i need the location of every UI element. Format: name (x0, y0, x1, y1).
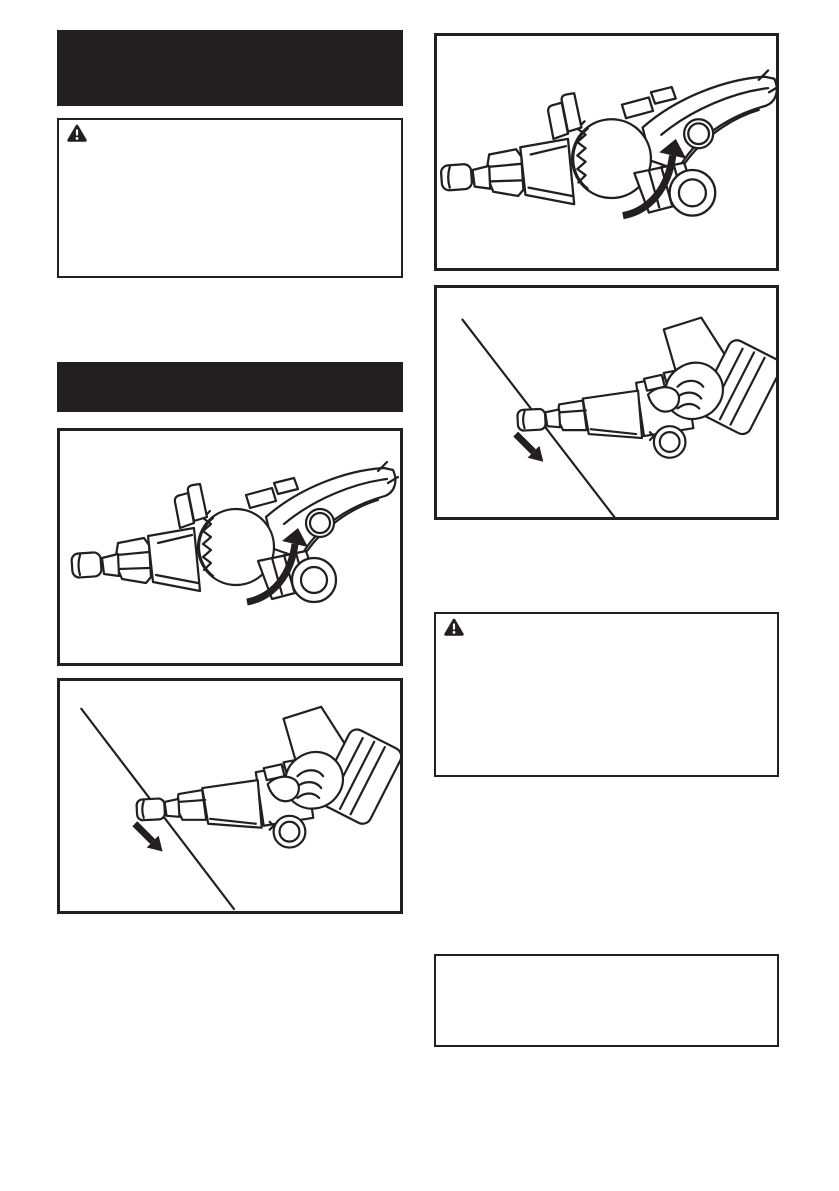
end-knob (292, 558, 336, 602)
end-knob (274, 816, 306, 848)
direction-arrow (135, 824, 153, 842)
warning-triangle-icon (67, 124, 87, 142)
warning-box-2 (434, 612, 779, 777)
section-title-bar-1 (57, 30, 403, 106)
die-grinder-grinding-figure (437, 288, 776, 517)
figure-box-grinding-right (434, 285, 779, 520)
grinding-bit (517, 409, 546, 431)
grinding-bit (441, 164, 473, 191)
grinding-bit (136, 798, 165, 820)
die-grinder-rotation-closeup-figure (437, 36, 776, 268)
figure-box-rotation-left (57, 428, 403, 666)
figure-box-rotation-right (434, 33, 779, 271)
warning-triangle-icon (444, 618, 464, 636)
note-box (434, 954, 779, 1047)
grinding-bit (71, 552, 102, 578)
end-knob (654, 426, 686, 458)
die-grinder-grinding-figure (60, 681, 400, 911)
warning-box-1 (57, 118, 403, 278)
end-knob (670, 170, 716, 216)
section-title-bar-2 (57, 362, 403, 412)
figure-box-grinding-left (57, 678, 403, 914)
collet-nut (115, 538, 151, 583)
die-grinder-rotation-figure (60, 431, 400, 663)
direction-arrow (516, 434, 534, 452)
